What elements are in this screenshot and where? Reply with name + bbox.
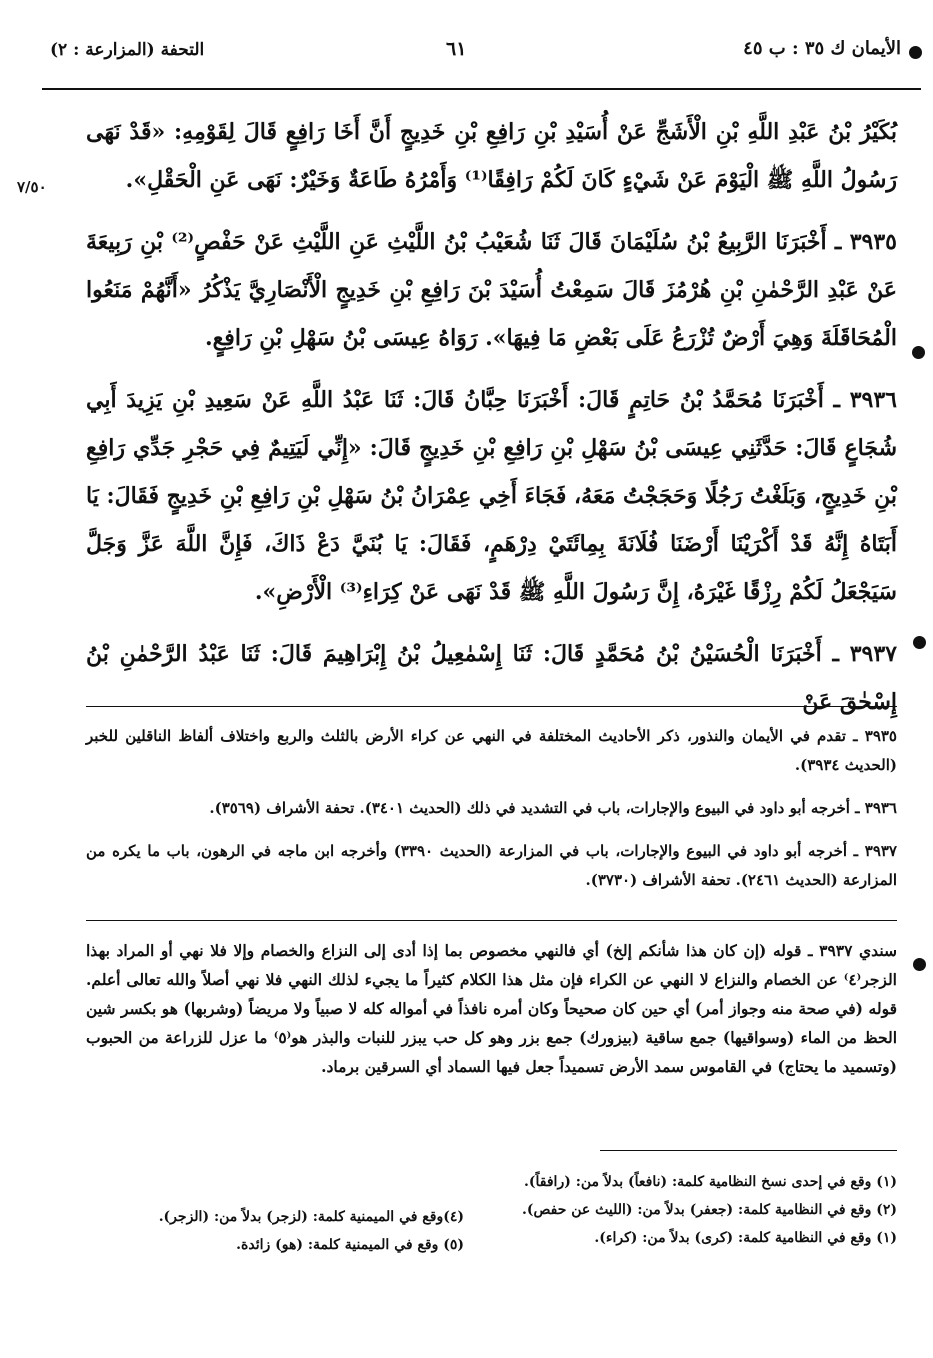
variant-note: (٢) وقع في النظامية كلمة: (جعفر) بدلاً من: (الليث عن حفص). [521, 1202, 897, 1218]
variants-left [104, 1203, 464, 1259]
footnote-rule [86, 706, 897, 707]
takhrij-note: ٣٩٣٦ ـ أخرجه أبو داود في البيوع والإجارات، باب في التشديد في ذلك (الحديث ٣٤٠١). تحفة الأشراف (٣٥٦٩). [209, 799, 897, 817]
margin-number: ٧/٥٠ [17, 178, 47, 196]
hadith-paragraph: ٣٩٣٦ ـ أَخْبَرَنَا مُحَمَّدُ بْنُ حَاتِمٍ قَالَ: أَخْبَرَنَا حِبَّانُ قَالَ: ثَنَا عَبْدُ اللَّهِ عَنْ سَعِيدِ بْنِ يَزِيدَ أَبِي شُجَاعٍ قَالَ: حَدَّثَنِي عِيسَى بْنُ سَهْلِ بْنِ رَافِعِ بْنِ خَدِيجٍ قَالَ: «إِنِّي لَيَتِيمٌ فِي حَجْرِ جَدِّي رَافِعِ بْنِ خَدِيجٍ، وَبَلَغْتُ رَجُلًا وَحَجَجْتُ مَعَهُ، فَجَاءَ أَخِي عِمْرَانُ بْنُ سَهْلِ بْنِ رَافِعِ بْنِ خَدِيجٍ فَقَالَ: يَا أَبَتَاهُ إِنَّهُ قَدْ أَكْرَيْنَا أَرْضَنَا فُلَانَةَ بِمِائَتَيْ دِرْهَمٍ، فَقَالَ: يَا بُنَيَّ دَعْ ذَاكَ، فَإِنَّ اللَّهَ عَزَّ وَجَلَّ سَيَجْعَلُ لَكُمْ رِزْقًا غَيْرَهُ، إِنَّ رَسُولَ اللَّهِ ﷺ قَدْ نَهَى عَنْ كِرَاءِ⁽³⁾ الْأَرْضِ». [86, 387, 897, 605]
sindi-commentary: سندي ٣٩٣٧ ـ قوله (إن كان هذا شأنكم إلخ) أي فالنهي مخصوص بما إذا أدى إلى النزاع والخصام وإلا فلا نهي أو المراد بهذا الزجر⁽٤⁾ عن الخصام والنزاع لا النهي عن الكراء فإن مثل هذا الكلام كثيراً ما يجيء لذلك النهي فلا نهي أصلاً والله تعالى أعلم. قوله (في صحة منه وجواز أمر) أي حين كان صحيحاً وكان أمره نافذاً في أمواله كله لا صبياً ولا مريضاً (وشربها) هو بكسر شين الحظ من الماء (وسواقيها) جمع ساقية (بيزورك) جمع بزر وهو كل حب يبزر للنبات والبذر هو⁽٥⁾ ما عزل للزراعة من الحبوب (وتسميد ما يحتاج) في القاموس سمد الأرض تسميداً جعل فيها السماد أي السرقين برماد. [86, 941, 897, 1076]
margin-mark-icon [912, 346, 925, 359]
main-text [86, 108, 897, 726]
variant-note: (١) وقع في إحدى نسخ النظامية كلمة: (نافعاً) بدلاً من: (رافقاً). [524, 1174, 897, 1190]
variant-note: (١) وقع في النظامية كلمة: (كرى) بدلاً من: (كراء). [594, 1230, 897, 1246]
hadith-paragraph: بُكَيْرُ بْنُ عَبْدِ اللَّهِ بْنِ الْأَشَجِّ عَنْ أُسَيْدِ بْنِ رَافِعِ بْنِ خَدِيجٍ أَنَّ أَخَا رَافِعٍ قَالَ لِقَوْمِهِ: «قَدْ نَهَى رَسُولُ اللَّهِ ﷺ الْيَوْمَ عَنْ شَيْءٍ كَانَ لَكُمْ رَافِقًا⁽¹⁾ وَأَمْرُهُ طَاعَةٌ وَخَيْرٌ: نَهَى عَنِ الْحَقْلِ». [86, 119, 897, 193]
margin-mark-icon [913, 958, 926, 971]
margin-mark-icon [909, 46, 922, 59]
variants-rule [600, 1150, 897, 1151]
takhrij-note: ٣٩٣٥ ـ تقدم في الأيمان والنذور، ذكر الأحاديث المختلفة في النهي عن كراء الأرض بالثلث والربع واختلاف ألفاظ الناقلين للخبر (الحديث ٣٩٣٤). [86, 727, 897, 774]
commentary-rule [86, 920, 897, 921]
header-chapter-ref: الأيمان ك ٣٥ : ب ٤٥ [743, 38, 901, 59]
variant-note: (٥) وقع في الميمنية كلمة: (هو) زائدة. [236, 1237, 464, 1253]
variants-right [457, 1168, 897, 1252]
header-tuhfa-ref: التحفة (المزارعة : ٢) [50, 40, 205, 60]
margin-mark-icon [913, 636, 926, 649]
variant-note: (٤)وقع في الميمنية كلمة: (لزجر) بدلاً من: (الزجر). [158, 1209, 464, 1225]
page-number: ٦١ [446, 38, 467, 60]
takhrij-note: ٣٩٣٧ ـ أخرجه أبو داود في البيوع والإجارات، باب في المزارعة (الحديث ٣٣٩٠) وأخرجه ابن ماجه في الرهون، باب ما يكره من المزارعة (الحديث ٢٤٦١). تحفة الأشراف (٣٧٣٠). [86, 842, 897, 889]
header-rule [42, 88, 921, 90]
takhrij-notes [86, 722, 897, 909]
hadith-paragraph: ٣٩٣٥ ـ أَخْبَرَنَا الرَّبِيعُ بْنُ سُلَيْمَانَ قَالَ ثَنَا شُعَيْبُ بْنُ اللَّيْثِ عَنِ اللَّيْثِ عَنْ حَفْصٍ⁽²⁾ بْنِ رَبِيعَةَ عَنْ عَبْدِ الرَّحْمٰنِ بْنِ هُرْمُزَ قَالَ سَمِعْتُ أُسَيْدَ بْنَ رَافِعِ بْنِ خَدِيجٍ الْأَنْصَارِيَّ يَذْكُرُ «أَنَّهُمْ مَنَعُوا الْمُحَاقَلَةَ وَهِيَ أَرْضٌ تُزْرَعُ عَلَى بَعْضِ مَا فِيهَا». رَوَاهُ عِيسَى بْنُ سَهْلِ بْنِ رَافِعٍ. [86, 229, 898, 351]
hadith-paragraph: ٣٩٣٧ ـ أَخْبَرَنَا الْحُسَيْنُ بْنُ مُحَمَّدٍ قَالَ: ثَنَا إِسْمٰعِيلُ بْنُ إِبْرَاهِيمَ قَالَ: ثَنَا عَبْدُ الرَّحْمٰنِ بْنُ إِسْحٰقَ عَنْ [86, 641, 897, 715]
